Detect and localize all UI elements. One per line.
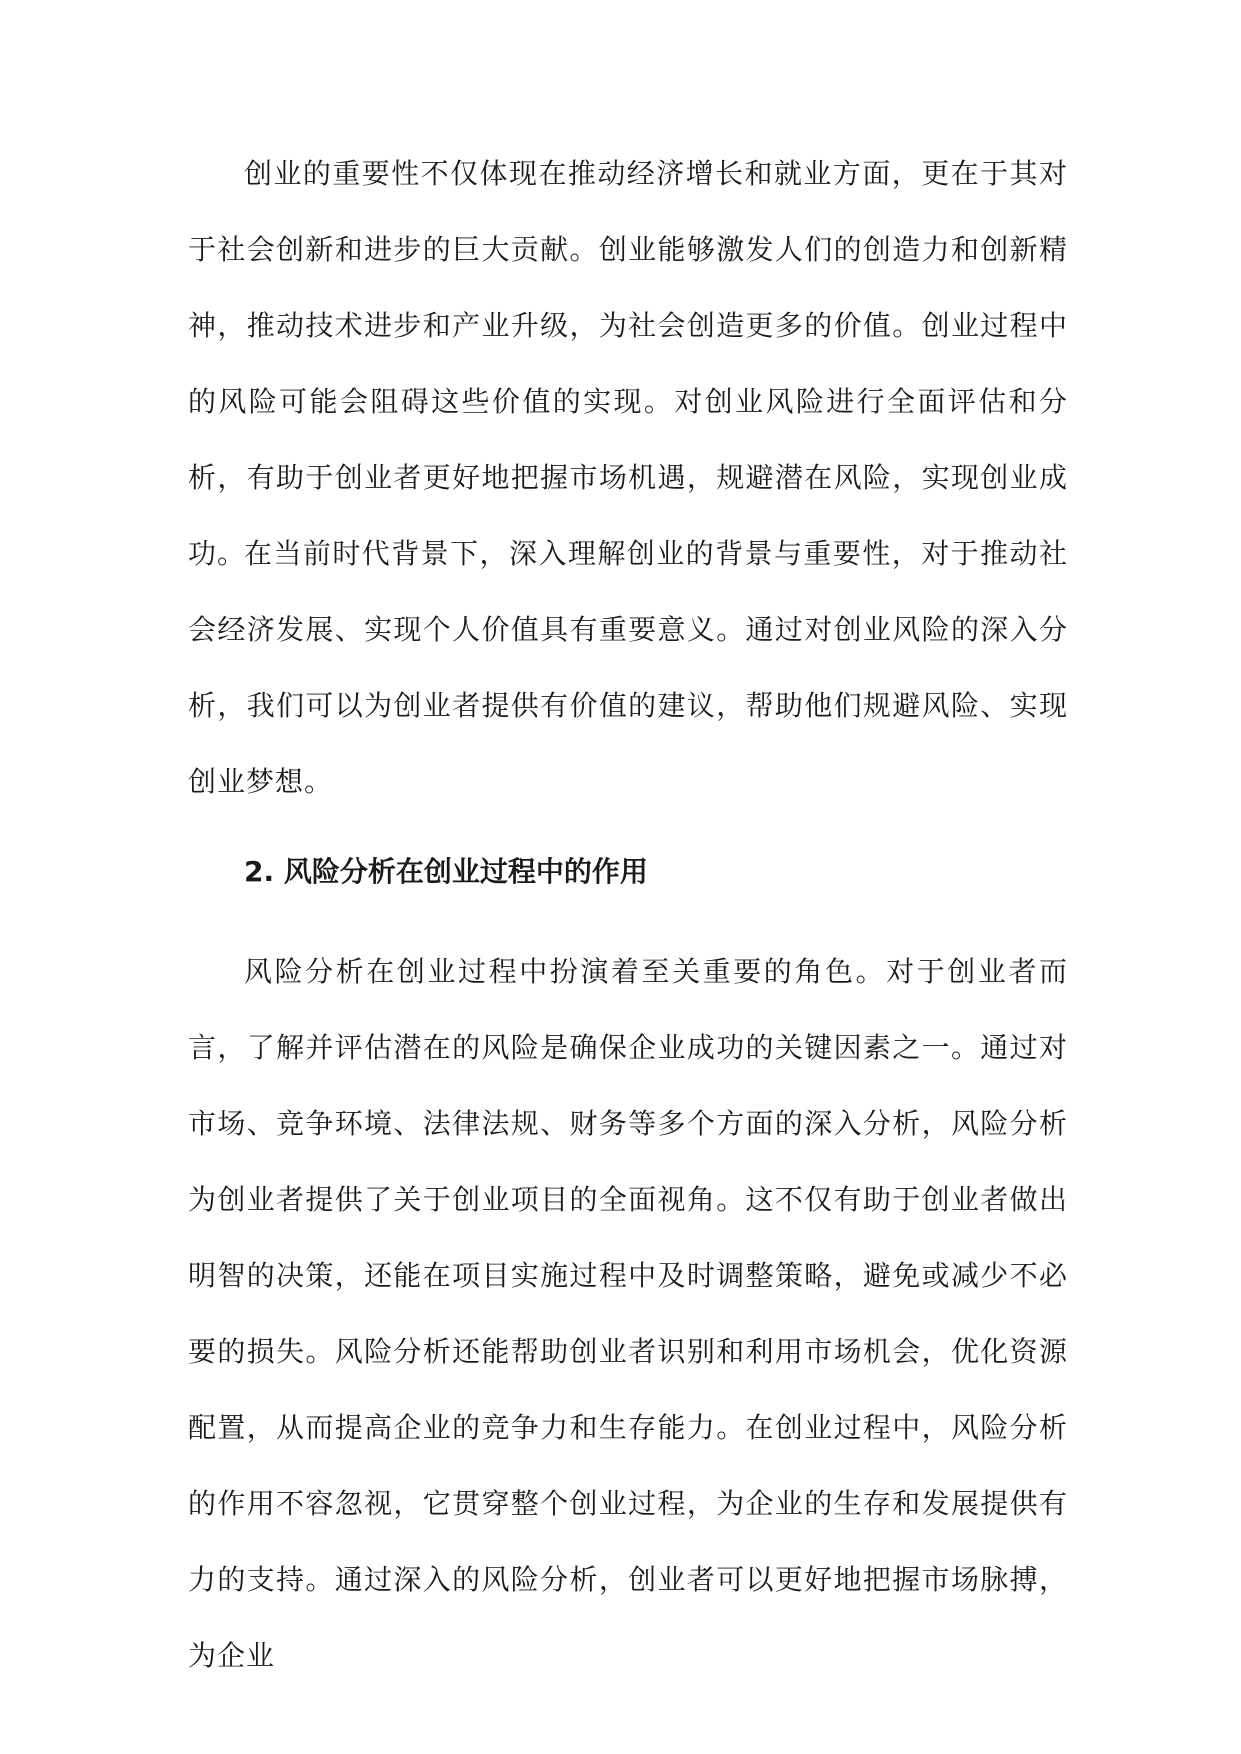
body-paragraph: 创业的重要性不仅体现在推动经济增长和就业方面，更在于其对于社会创新和进步的巨大贡献。创业能够激发人们的创造力和创新精神，推动技术进步和产业升级，为社会创造更多的价值。创业过程中的风险可能会阻碍这些价值的实现。对创业风险进行全面评估和分析，有助于创业者更好地把握市场机遇，规避潜在风险，实现创业成功。 (188, 157, 1068, 570)
body-paragraph: 风险分析在创业过程中扮演着至关重要的角色。对于创业者而言，了解并评估潜在的风险是确保企业成功的关键因素之一。通过对市场、竞争环境、法律法规、财务等多个方面的深入分析，风险分析为创业者提供了关于创业项目的全面视角。这不仅有助于创业者做出明智的决策，还能在项目实施过程中及时调整策略，避免或减少不必要的损失。风险分析还能帮助创业者识别和利用市场机会，优化资源配置，从而提高企业的竞争力和生存能力。在创业过程中，风险分析的作用不容忽视，它贯穿整个创业过程，为企业的生存和发展提供有力的支持。通过深入的风险分析，创业者可以更好地把握市场脉搏，为企业 (188, 955, 1068, 1672)
section-heading: 2. 风险分析在创业过程中的作用 (244, 855, 648, 888)
body-paragraph: 在当前时代背景下，深入理解创业的背景与重要性，对于推动社会经济发展、实现个人价值具有重要意义。通过对创业风险的深入分析，我们可以为创业者提供有价值的建议，帮助他们规避风险、实现创业梦想。 (188, 537, 1068, 798)
